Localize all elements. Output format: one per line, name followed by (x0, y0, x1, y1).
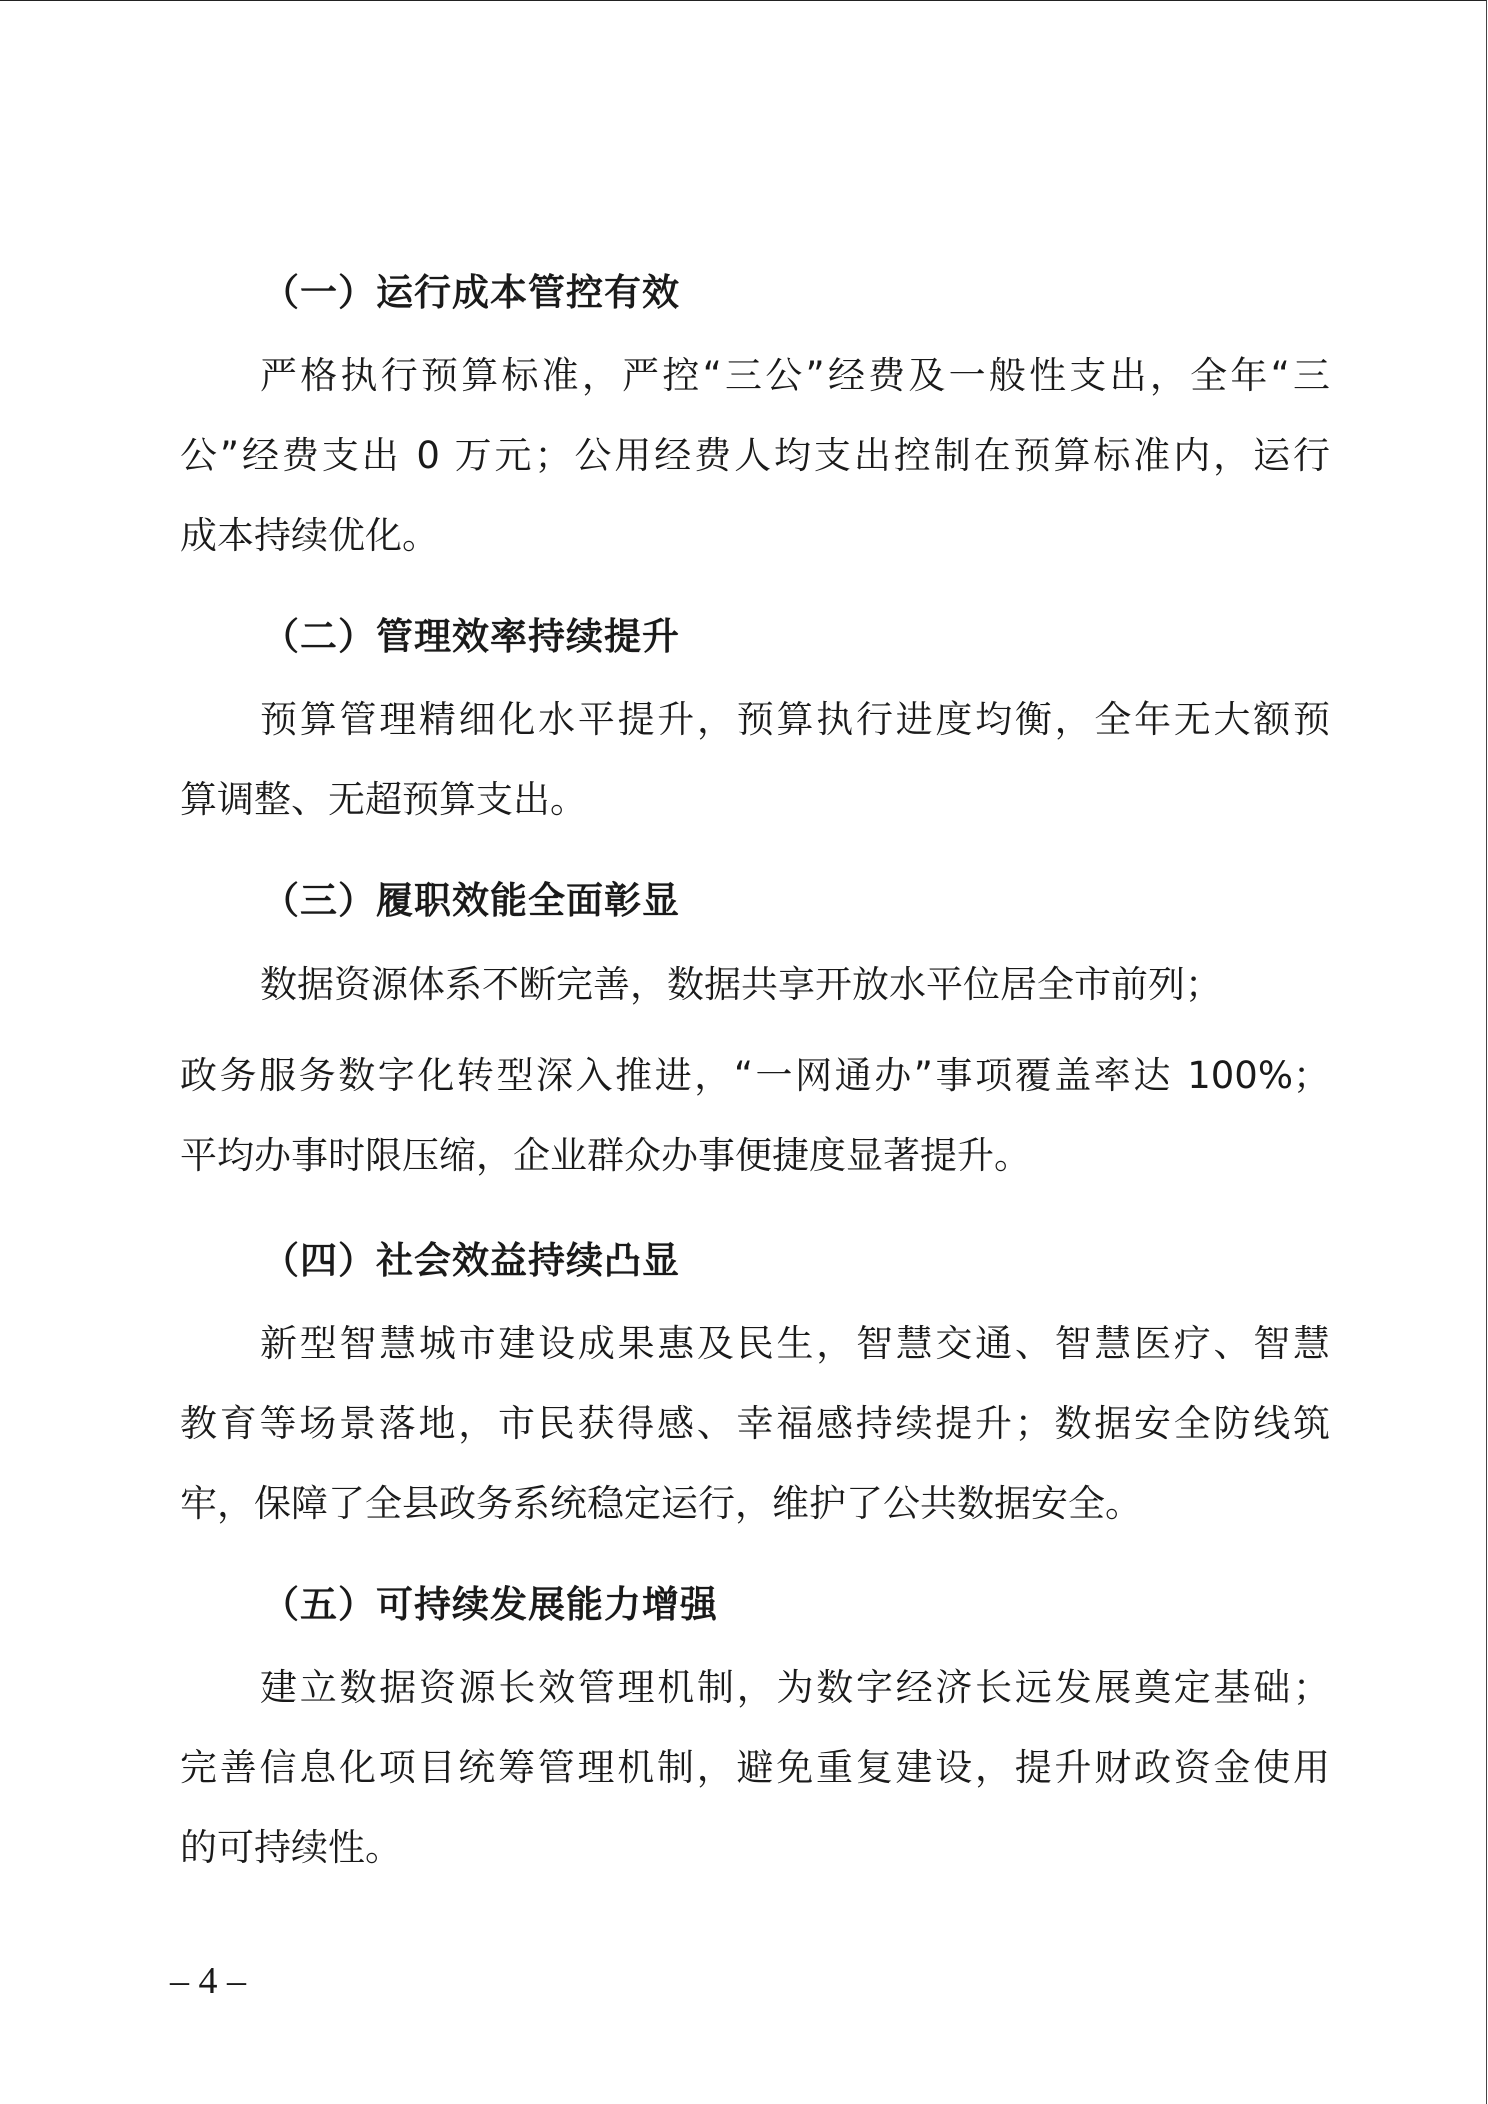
paragraph-line: 的可持续性。 (180, 1826, 402, 1869)
section-heading-3: （三）履职效能全面彰显 (262, 879, 680, 922)
section-paragraph-1 (180, 336, 1330, 576)
section-heading-4: （四）社会效益持续凸显 (262, 1239, 680, 1282)
section-heading-1: （一）运行成本管控有效 (262, 271, 680, 314)
paragraph-line: 成本持续优化。 (180, 514, 439, 557)
page-number: – 4 – (170, 1960, 246, 2002)
paragraph-line: 政务服务数字化转型深入推进，“一网通办”事项覆盖率达 100%； (180, 1054, 1330, 1097)
section-paragraph-2 (180, 680, 1330, 840)
paragraph-line: 教育等场景落地，市民获得感、幸福感持续提升；数据安全防线筑 (180, 1402, 1330, 1445)
paragraph-line: 建立数据资源长效管理机制，为数字经济长远发展奠定基础； (260, 1666, 1330, 1709)
section-heading-2: （二）管理效率持续提升 (262, 615, 680, 658)
paragraph-line: 新型智慧城市建设成果惠及民生，智慧交通、智慧医疗、智慧 (260, 1322, 1330, 1365)
section-paragraph-4 (180, 1304, 1330, 1544)
paragraph-line: 牢，保障了全县政务系统稳定运行，维护了公共数据安全。 (180, 1482, 1142, 1525)
paragraph-line: 数据资源体系不断完善，数据共享开放水平位居全市前列； (260, 963, 1222, 1006)
paragraph-line: 严格执行预算标准，严控“三公”经费及一般性支出，全年“三 (260, 354, 1330, 397)
paragraph-line: 预算管理精细化水平提升，预算执行进度均衡，全年无大额预 (260, 698, 1330, 741)
section-paragraph-3b (180, 1036, 1330, 1196)
paragraph-line: 公”经费支出 0 万元；公用经费人均支出控制在预算标准内，运行 (180, 434, 1330, 477)
paragraph-line: 平均办事时限压缩，企业群众办事便捷度显著提升。 (180, 1134, 1031, 1177)
paragraph-line: 完善信息化项目统筹管理机制，避免重复建设，提升财政资金使用 (180, 1746, 1330, 1789)
section-paragraph-5 (180, 1648, 1330, 1888)
section-heading-5: （五）可持续发展能力增强 (262, 1583, 718, 1626)
section-paragraph-3 (180, 945, 1330, 1025)
paragraph-line: 算调整、无超预算支出。 (180, 778, 587, 821)
